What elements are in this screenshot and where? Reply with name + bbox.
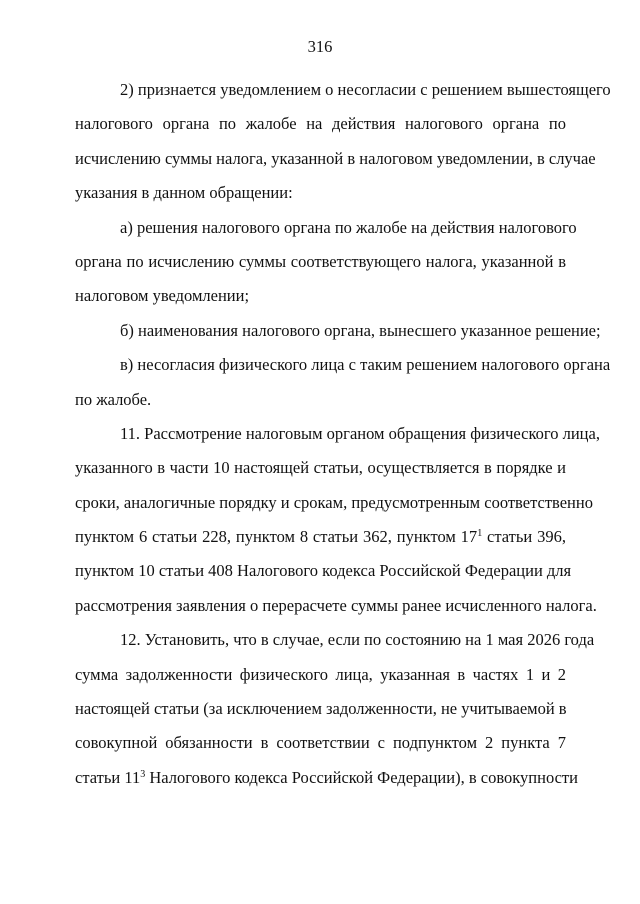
paragraph-11-line-4-text-b: статьи 396,: [482, 527, 566, 547]
item-b-line-1: б) наименования налогового органа, вынесшего указанное решение;: [120, 320, 601, 340]
paragraph-2-line-4: указания в данном обращении:: [75, 183, 293, 203]
paragraph-11-line-6: рассмотрения заявления о перерасчете суммы ранее исчисленного налога.: [75, 595, 597, 615]
paragraph-2-line-3: исчислению суммы налога, указанной в налоговом уведомлении, в случае: [75, 148, 596, 168]
paragraph-12-line-5-text-a: статьи 11: [75, 767, 141, 787]
paragraph-11-line-4-text-a: пунктом 6 статьи 228, пунктом 8 статьи 362, пунктом 17: [75, 527, 478, 547]
item-a-line-3: налоговом уведомлении;: [75, 286, 250, 306]
item-a-line-2: органа по исчислению суммы соответствующего налога, указанной в: [75, 251, 566, 271]
paragraph-2-line-2: налогового органа по жалобе на действия налогового органа по: [75, 114, 566, 134]
superscript-1: 1: [477, 528, 483, 540]
paragraph-11-line-2: указанного в части 10 настоящей статьи, осуществляется в порядке и: [75, 458, 566, 478]
item-v-line-2: по жалобе.: [75, 389, 152, 409]
paragraph-12-line-4: совокупной обязанности в соответствии с подпунктом 2 пункта 7: [75, 733, 566, 753]
paragraph-12-line-5-text-b: Налогового кодекса Российской Федерации), в совокупности: [145, 767, 578, 787]
paragraph-2-line-1: 2) признается уведомлением о несогласии с решением вышестоящего: [120, 80, 611, 99]
paragraph-11-line-4: [75, 520, 566, 554]
paragraph-11-line-5: пунктом 10 статьи 408 Налогового кодекса Российской Федерации для: [75, 561, 572, 581]
paragraph-12-line-5: [75, 761, 578, 795]
document-body: [75, 73, 611, 795]
paragraph-11-line-1: 11. Рассмотрение налоговым органом обращения физического лица,: [120, 423, 600, 443]
page-number: 316: [307, 37, 333, 56]
item-v-line-1: в) несогласия физического лица с таким решением налогового органа: [120, 355, 611, 375]
paragraph-12-line-1: 12. Установить, что в случае, если по состоянию на 1 мая 2026 года: [120, 630, 595, 650]
item-a-line-1: а) решения налогового органа по жалобе на действия налогового: [120, 217, 577, 237]
paragraph-11-line-3: сроки, аналогичные порядку и срокам, предусмотренным соответственно: [75, 492, 593, 512]
paragraph-12-line-3: настоящей статьи (за исключением задолженности, не учитываемой в: [75, 699, 567, 719]
superscript-3: 3: [140, 768, 146, 780]
paragraph-12-line-2: сумма задолженности физического лица, указанная в частях 1 и 2: [75, 664, 566, 684]
